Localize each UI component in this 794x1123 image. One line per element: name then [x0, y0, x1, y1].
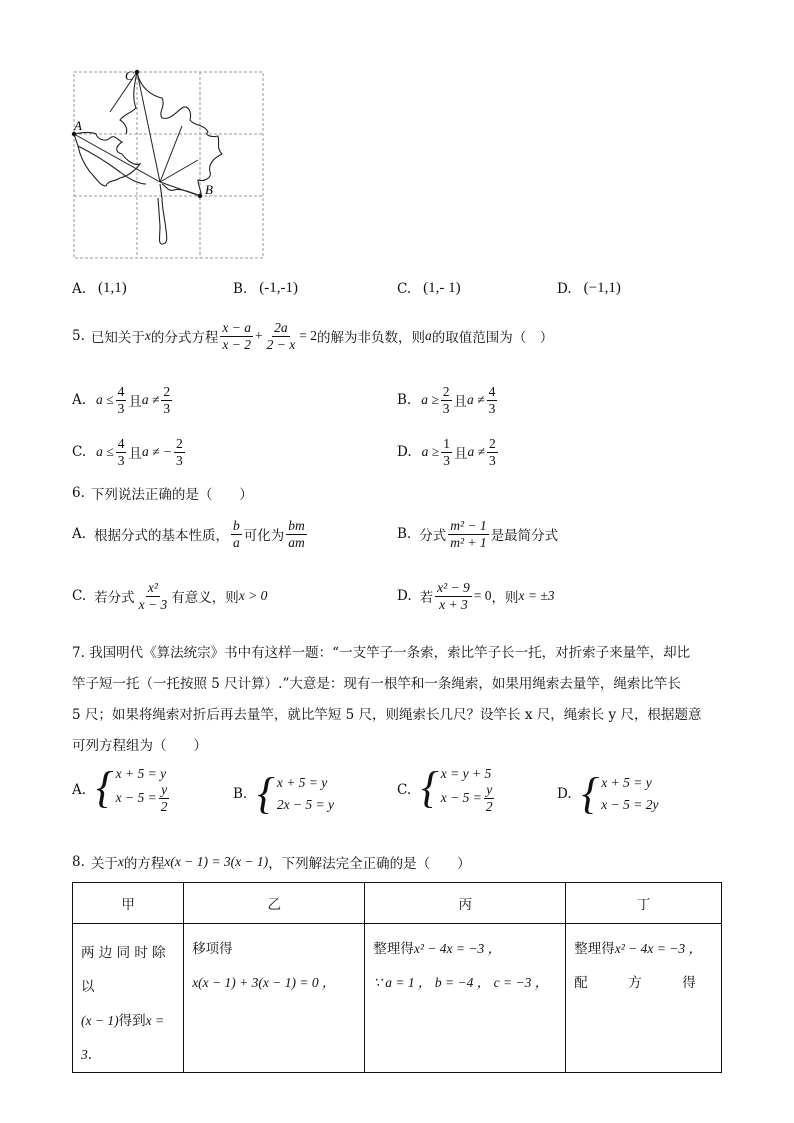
header-yi: 乙	[184, 883, 365, 924]
option-letter: D.	[397, 588, 412, 605]
option-letter: B.	[397, 392, 412, 409]
option-letter: B.	[397, 526, 412, 543]
q5-option-a[interactable]: A. a ≤ $\frac{4}{3}$ 且 a ≠ $\frac{2}{3}$	[72, 384, 171, 416]
header-ding: 丁	[566, 883, 722, 924]
option-letter: D.	[557, 280, 572, 297]
fraction: $\frac{x - a}{x - 2}$	[222, 320, 251, 352]
fraction: $\frac{2}{3}$	[442, 384, 450, 416]
q7-option-a[interactable]	[72, 763, 172, 814]
fraction: $\frac{\text{m² − 1}}{\text{m² + 1}}$	[450, 518, 487, 550]
option-letter: A.	[72, 782, 87, 799]
fraction: $\frac{2}{3}$	[175, 436, 183, 468]
q7-option-c[interactable]	[397, 763, 497, 814]
q6-stem: 6. 下列说法正确的是（ ）	[72, 485, 253, 503]
q6-option-c[interactable]: C. 若分式 $\frac{\text{x²}}{x - 3}$ 有意义，则 x > 0	[72, 580, 268, 612]
fraction: $\frac{b}{a}$	[233, 518, 240, 550]
q8-stem: 8. 关于 x 的方程 x(x − 1) = 3(x − 1) ，下列解法完全正确的是（ ）	[72, 854, 471, 872]
fraction: $\frac{bm}{am}$	[288, 518, 305, 550]
fraction: $\frac{2a}{2 - x}$	[266, 320, 296, 352]
option-letter: A.	[72, 280, 87, 297]
option-value: (1,- 1)	[423, 280, 461, 296]
table-header-row	[73, 883, 722, 924]
fraction: $\frac{4}{3}$	[117, 436, 125, 468]
cell-ding: 整理得x² − 4x = −3 ， 配 方 得	[566, 924, 722, 1073]
equation-system: { x + 5 = y 2x − 5 = y	[257, 769, 335, 818]
header-jia: 甲	[73, 883, 184, 924]
question-number: 8.	[72, 854, 85, 870]
q6-option-a[interactable]: A. 根据分式的基本性质， $\frac{b}{a}$ 可化为 $\frac{bm}{am}$	[72, 518, 305, 550]
equation-system: { x = y + 5 x − 5 = $\frac{y}{2}$	[421, 763, 493, 814]
q4-option-a[interactable]	[72, 280, 127, 297]
label-a: A	[74, 118, 82, 133]
fraction: $\frac{2}{3}$	[163, 384, 171, 416]
q5-stem: 5. 已知关于 x 的分式方程 $\frac{x - a}{x - 2}$ + $\frac{2a}{2 - x}$ = 2 的解为非负数，则 a 的取值范围为（ ）	[72, 320, 554, 352]
option-letter: A.	[72, 526, 87, 543]
option-letter: C.	[72, 444, 87, 461]
option-letter: B.	[233, 280, 248, 297]
cell-bing: 整理得x² − 4x = −3 ， ∵ a = 1 ， b = −4 ， c = −3 ，	[365, 924, 566, 1073]
dashed-grid	[74, 72, 263, 258]
option-value: (-1,-1)	[259, 280, 298, 296]
q4-option-d[interactable]	[557, 280, 621, 297]
point-b	[198, 194, 202, 198]
option-letter: D.	[557, 786, 572, 802]
option-letter: C.	[397, 280, 412, 297]
question-number: 6.	[72, 485, 85, 501]
fraction: $\frac{4}{3}$	[488, 384, 496, 416]
option-value: (1,1)	[98, 280, 127, 296]
option-letter: C.	[397, 782, 412, 799]
header-bing: 丙	[365, 883, 566, 924]
table-row	[73, 924, 722, 1073]
solutions-table	[72, 882, 722, 1073]
q4-option-b[interactable]	[233, 280, 298, 297]
q6-option-d[interactable]: D. 若 $\frac{\text{x² − 9}}{x + 3}$ = 0 ，则 x = ±3	[397, 580, 555, 612]
equation-system: { x + 5 = y x − 5 = 2y	[581, 769, 659, 818]
q6-option-b[interactable]: B. 分式 $\frac{\text{m² − 1}}{\text{m² + 1}}$ 是最简分式	[397, 518, 559, 550]
option-letter: B.	[233, 786, 248, 802]
cell-yi: 移项得 x(x − 1) + 3(x − 1) = 0 ，	[184, 924, 365, 1073]
q7-stem: 7. 我国明代《算法统宗》书中有这样一题：“一支竿子一条索，索比竿子长一托，对折索子来量竿，却比 竿子短一托（一托按照 5 尺计算）.”大意是：现有一根竿和一条绳索，如果用绳索去量竿，绳索比竿长 5 尺；如果将绳索对折后再去量竿，就比竿短 5 尺，则绳索长几尺？设竿长 x 尺，绳索长 y 尺，根据题意 可列方程组为（ ）	[72, 645, 702, 754]
fraction: $\frac{\text{x²}}{x - 3}$	[138, 580, 168, 612]
fraction: $\frac{1}{3}$	[443, 436, 450, 468]
option-letter: D.	[397, 444, 412, 461]
fraction: $\frac{2}{3}$	[488, 436, 496, 468]
label-c: C	[125, 68, 134, 83]
q5-option-c[interactable]: C. a ≤ $\frac{4}{3}$ 且 a ≠ − $\frac{2}{3}$	[72, 436, 183, 468]
option-letter: C.	[72, 588, 87, 605]
option-value: (−1,1)	[583, 280, 621, 296]
fraction: $\frac{4}{3}$	[117, 384, 125, 416]
q7-option-d[interactable]	[557, 769, 659, 818]
option-letter: A.	[72, 392, 87, 409]
fraction: $\frac{\text{x² − 9}}{x + 3}$	[437, 580, 470, 612]
question-number: 5.	[72, 328, 85, 345]
q4-option-c[interactable]	[397, 280, 461, 297]
cell-jia: 两 边 同 时 除 以 (x − 1)得到x = 3.	[73, 924, 184, 1073]
q5-option-d[interactable]: D. a ≥ $\frac{1}{3}$ 且 a ≠ $\frac{2}{3}$	[397, 436, 496, 468]
point-c	[135, 70, 139, 74]
question-number: 7.	[72, 645, 85, 661]
label-b: B	[205, 182, 213, 197]
equation-system: { x + 5 = y x − 5 = $\frac{y}{2}$	[96, 763, 168, 814]
q7-option-b[interactable]	[233, 769, 335, 818]
maple-leaf-figure	[70, 68, 270, 264]
q5-option-b[interactable]: B. a ≥ $\frac{2}{3}$ 且 a ≠ $\frac{4}{3}$	[397, 384, 496, 416]
